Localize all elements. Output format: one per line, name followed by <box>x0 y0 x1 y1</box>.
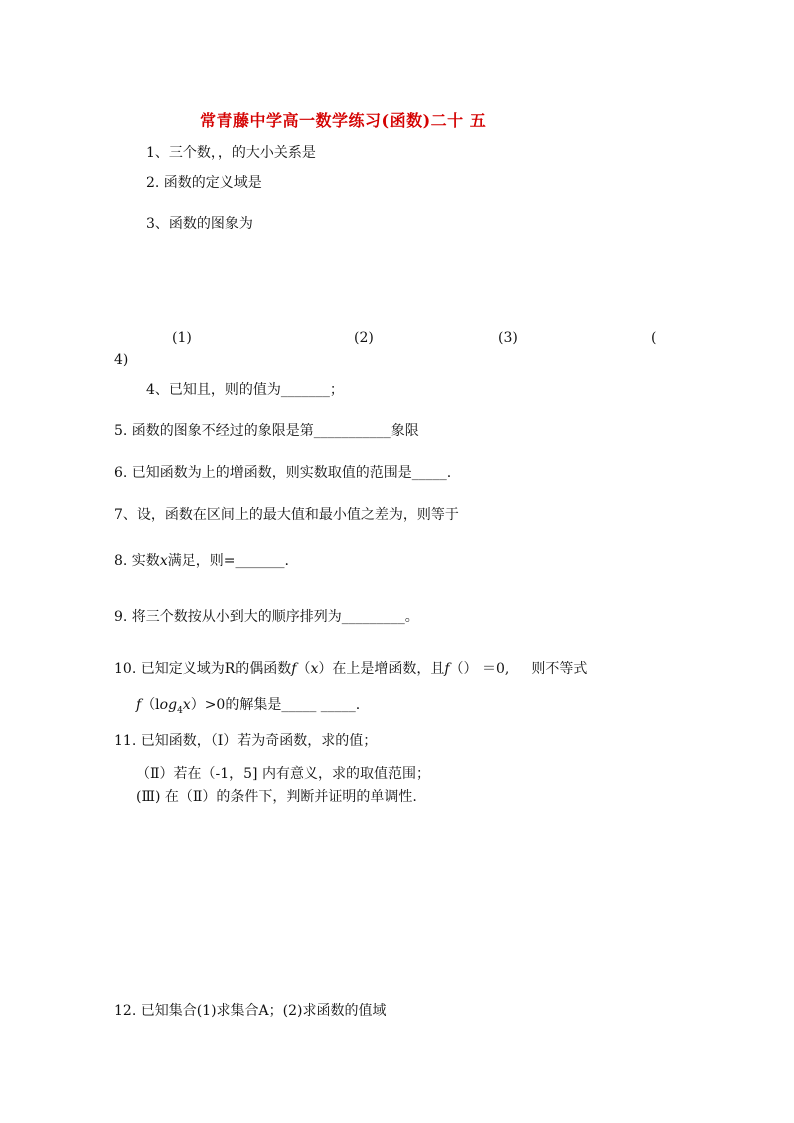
question-10-f2: f <box>444 661 450 677</box>
question-10-text-f: ）>0的解集是_____ _____. <box>190 697 361 713</box>
question-11-part3: (Ⅲ) 在（Ⅱ）的条件下，判断并证明的单调性. <box>136 789 417 805</box>
graph-label-2: (2) <box>354 330 374 346</box>
question-10-text-d: （） ＝0, <box>449 661 510 677</box>
question-11-intro: 11. 已知函数，（Ⅰ）若为奇函数，求的值； <box>114 733 378 749</box>
question-4: 4、已知且，则的值为_______； <box>146 382 344 398</box>
question-10-text-a: 10. 已知定义域为R的偶函数 <box>114 661 292 677</box>
question-10-log: og <box>159 697 178 713</box>
graph-label-4-open: ( <box>651 330 657 346</box>
question-2: 2. 函数的定义域是 <box>146 175 262 191</box>
question-8-before: 8. 实数 <box>114 553 160 569</box>
page-title: 常青藤中学高一数学练习(函数)二十 五 <box>200 111 487 130</box>
question-10-text-e: （l <box>141 697 160 713</box>
question-7: 7、设，函数在区间上的最大值和最小值之差为，则等于 <box>114 507 459 523</box>
graph-label-4-close: 4) <box>114 352 129 368</box>
question-5: 5. 函数的图象不经过的象限是第___________象限 <box>114 423 419 439</box>
question-10-f1: f <box>291 661 297 677</box>
question-8-var: x <box>159 553 168 569</box>
question-10-text-c: ）在上是增函数，且 <box>318 661 445 677</box>
question-3: 3、函数的图象为 <box>146 216 253 232</box>
question-1: 1、三个数，，的大小关系是 <box>146 145 316 161</box>
question-10-text-e: 则不等式 <box>531 661 588 677</box>
question-11-part2: （Ⅱ）若在（-1，5] 内有意义，求的取值范围； <box>136 766 430 782</box>
question-12: 12. 已知集合(1)求集合A；(2)求函数的值域 <box>114 1003 387 1019</box>
question-10-line2 <box>136 697 360 719</box>
question-10-text-b: （ <box>296 661 311 677</box>
question-8-after: 满足，则=_______. <box>167 553 289 569</box>
question-9: 9. 将三个数按从小到大的顺序排列为_________。 <box>114 609 419 625</box>
question-10-f3: f <box>136 697 142 713</box>
question-6: 6. 已知函数为上的增函数，则实数取值的范围是_____. <box>114 465 452 481</box>
question-10-x2: x <box>182 697 191 713</box>
graph-label-1: (1) <box>172 330 192 346</box>
question-10-x1: x <box>310 661 319 677</box>
question-10-line1 <box>114 661 587 677</box>
question-8 <box>114 553 289 569</box>
question-10-log-base: 4 <box>177 705 183 716</box>
graph-label-3: (3) <box>498 330 518 346</box>
